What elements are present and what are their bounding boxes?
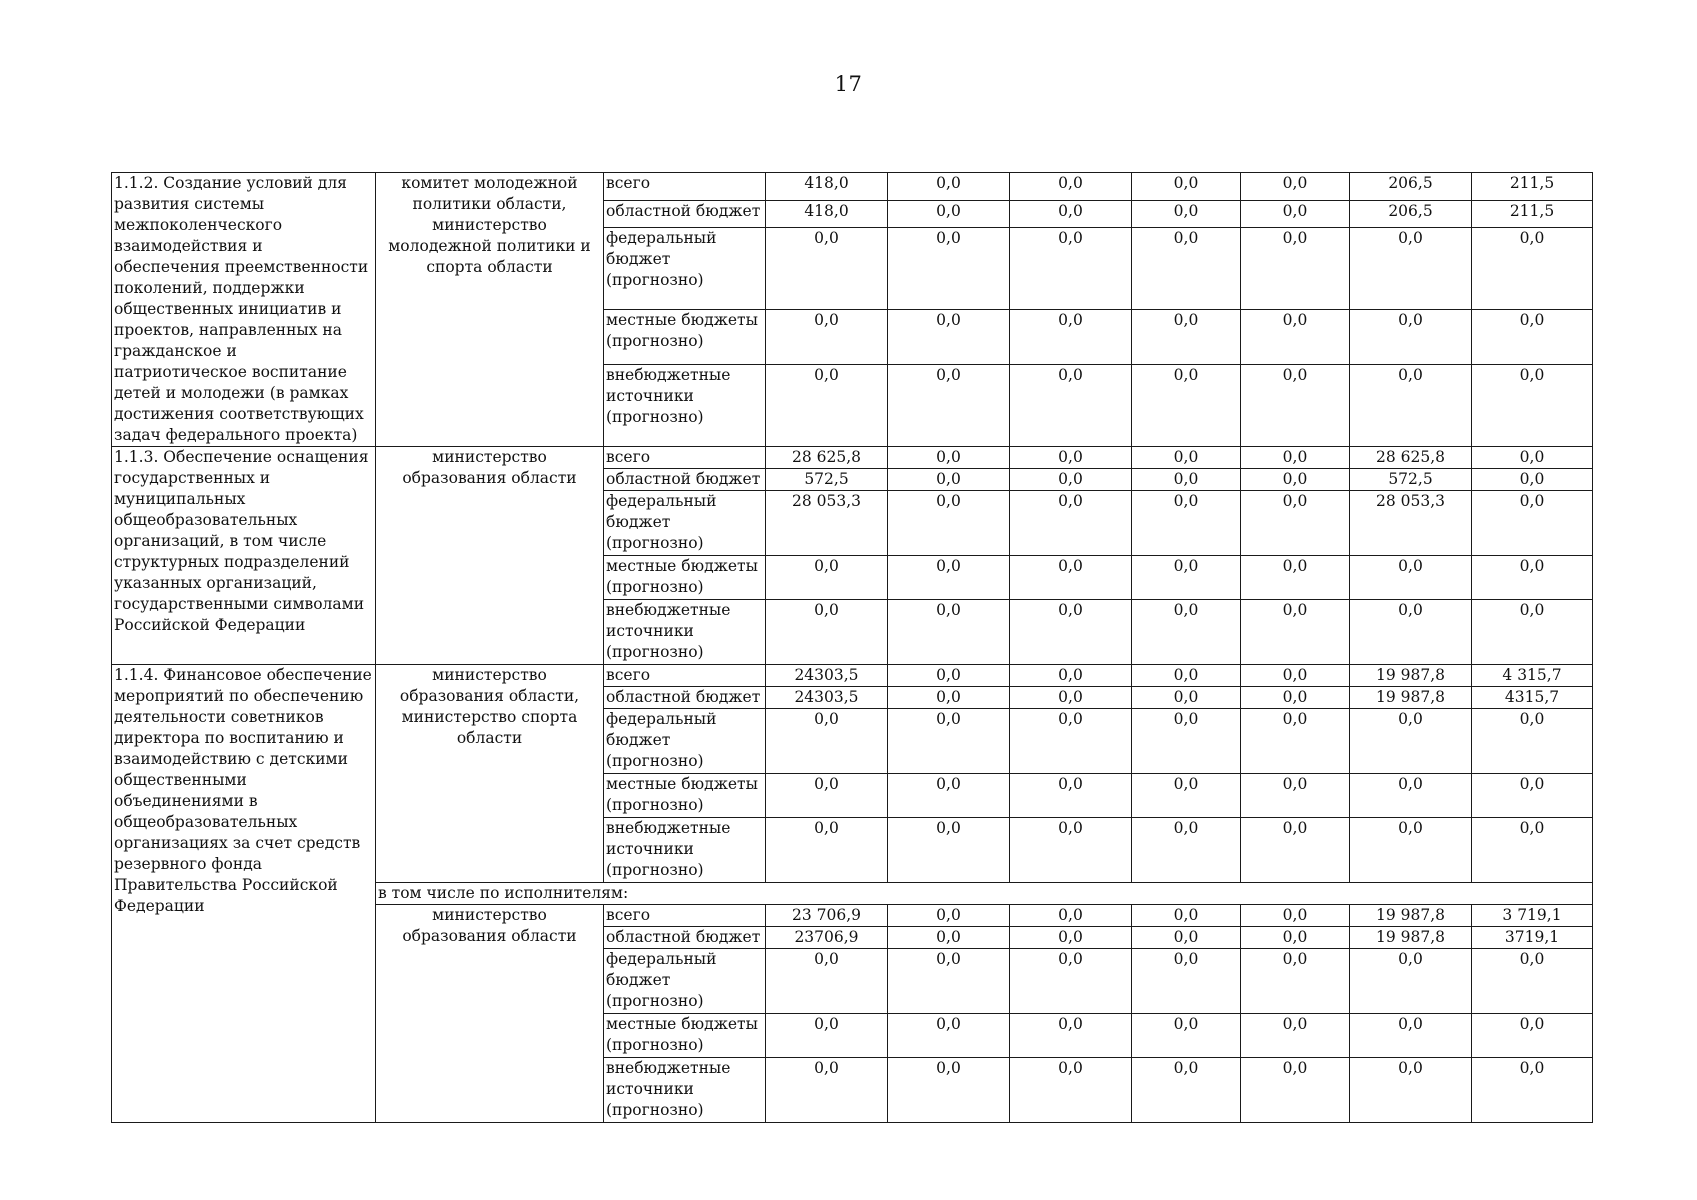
value-cell: 0,0 <box>1350 228 1472 310</box>
value-cell: 0,0 <box>1241 905 1350 927</box>
value-cell: 0,0 <box>1010 1014 1132 1058</box>
value-cell: 0,0 <box>1132 1058 1241 1123</box>
value-cell: 0,0 <box>888 469 1010 491</box>
value-cell: 0,0 <box>1472 600 1593 665</box>
value-cell: 0,0 <box>1132 927 1241 949</box>
sub-executor-cell: министерство образования области <box>376 905 604 1123</box>
value-cell: 0,0 <box>1350 309 1472 364</box>
value-cell: 0,0 <box>1010 309 1132 364</box>
value-cell: 0,0 <box>1241 447 1350 469</box>
budget-table <box>111 172 1593 1123</box>
value-cell: 0,0 <box>1010 665 1132 687</box>
value-cell: 24303,5 <box>766 665 888 687</box>
value-cell: 418,0 <box>766 173 888 201</box>
value-cell: 0,0 <box>1350 818 1472 883</box>
value-cell: 0,0 <box>1132 818 1241 883</box>
value-cell: 0,0 <box>888 228 1010 310</box>
value-cell: 0,0 <box>888 1058 1010 1123</box>
value-cell: 0,0 <box>1350 774 1472 818</box>
executor-cell: министерство образования области, министерство спорта области <box>376 665 604 883</box>
value-cell: 0,0 <box>1010 469 1132 491</box>
value-cell: 0,0 <box>1472 1014 1593 1058</box>
value-cell: 19 987,8 <box>1350 687 1472 709</box>
value-cell: 0,0 <box>888 491 1010 556</box>
value-cell: 0,0 <box>888 365 1010 447</box>
value-cell: 24303,5 <box>766 687 888 709</box>
value-cell: 0,0 <box>766 709 888 774</box>
funding-source-cell: федеральный бюджет (прогнозно) <box>604 709 766 774</box>
value-cell: 0,0 <box>1132 200 1241 228</box>
value-cell: 0,0 <box>1010 905 1132 927</box>
value-cell: 28 053,3 <box>766 491 888 556</box>
value-cell: 0,0 <box>1472 709 1593 774</box>
value-cell: 572,5 <box>766 469 888 491</box>
value-cell: 0,0 <box>888 927 1010 949</box>
value-cell: 0,0 <box>1472 774 1593 818</box>
value-cell: 0,0 <box>1010 365 1132 447</box>
executor-cell: министерство образования области <box>376 447 604 665</box>
value-cell: 0,0 <box>1010 200 1132 228</box>
value-cell: 0,0 <box>1241 665 1350 687</box>
page-number: 17 <box>834 72 863 96</box>
value-cell: 0,0 <box>888 687 1010 709</box>
value-cell: 0,0 <box>766 1058 888 1123</box>
funding-source-cell: всего <box>604 905 766 927</box>
value-cell: 0,0 <box>1241 469 1350 491</box>
funding-source-cell: внебюджетные источники (прогнозно) <box>604 600 766 665</box>
value-cell: 0,0 <box>1472 949 1593 1014</box>
value-cell: 0,0 <box>888 200 1010 228</box>
value-cell: 0,0 <box>1132 709 1241 774</box>
value-cell: 0,0 <box>1241 173 1350 201</box>
value-cell: 0,0 <box>1241 709 1350 774</box>
value-cell: 0,0 <box>888 949 1010 1014</box>
value-cell: 0,0 <box>766 365 888 447</box>
funding-source-cell: областной бюджет <box>604 927 766 949</box>
value-cell: 0,0 <box>1132 173 1241 201</box>
value-cell: 0,0 <box>1241 600 1350 665</box>
value-cell: 0,0 <box>888 905 1010 927</box>
value-cell: 0,0 <box>888 818 1010 883</box>
value-cell: 19 987,8 <box>1350 927 1472 949</box>
funding-source-cell: местные бюджеты (прогнозно) <box>604 556 766 600</box>
table-body <box>112 173 1593 1123</box>
value-cell: 0,0 <box>766 556 888 600</box>
value-cell: 0,0 <box>888 600 1010 665</box>
value-cell: 19 987,8 <box>1350 905 1472 927</box>
value-cell: 0,0 <box>1132 905 1241 927</box>
value-cell: 0,0 <box>888 709 1010 774</box>
value-cell: 0,0 <box>1241 818 1350 883</box>
value-cell: 28 625,8 <box>766 447 888 469</box>
funding-source-cell: федеральный бюджет (прогнозно) <box>604 228 766 310</box>
funding-source-cell: областной бюджет <box>604 469 766 491</box>
value-cell: 0,0 <box>1472 365 1593 447</box>
value-cell: 0,0 <box>1472 447 1593 469</box>
value-cell: 0,0 <box>1010 709 1132 774</box>
value-cell: 0,0 <box>1472 556 1593 600</box>
value-cell: 0,0 <box>766 1014 888 1058</box>
value-cell: 0,0 <box>1010 818 1132 883</box>
value-cell: 418,0 <box>766 200 888 228</box>
value-cell: 0,0 <box>1010 447 1132 469</box>
funding-source-cell: всего <box>604 447 766 469</box>
value-cell: 23706,9 <box>766 927 888 949</box>
value-cell: 0,0 <box>1132 665 1241 687</box>
value-cell: 206,5 <box>1350 200 1472 228</box>
value-cell: 0,0 <box>888 173 1010 201</box>
value-cell: 0,0 <box>1472 228 1593 310</box>
value-cell: 0,0 <box>1132 949 1241 1014</box>
value-cell: 0,0 <box>1132 556 1241 600</box>
value-cell: 0,0 <box>1010 600 1132 665</box>
value-cell: 0,0 <box>888 1014 1010 1058</box>
value-cell: 0,0 <box>1010 774 1132 818</box>
funding-source-cell: местные бюджеты (прогнозно) <box>604 774 766 818</box>
value-cell: 19 987,8 <box>1350 665 1472 687</box>
table-row <box>112 447 1593 469</box>
value-cell: 0,0 <box>1350 600 1472 665</box>
value-cell: 0,0 <box>888 447 1010 469</box>
value-cell: 0,0 <box>1350 1014 1472 1058</box>
value-cell: 0,0 <box>1010 927 1132 949</box>
funding-source-cell: местные бюджеты (прогнозно) <box>604 309 766 364</box>
funding-source-cell: внебюджетные источники (прогнозно) <box>604 365 766 447</box>
value-cell: 0,0 <box>1010 491 1132 556</box>
value-cell: 0,0 <box>1472 1058 1593 1123</box>
value-cell: 211,5 <box>1472 200 1593 228</box>
value-cell: 0,0 <box>766 774 888 818</box>
value-cell: 0,0 <box>766 600 888 665</box>
value-cell: 0,0 <box>1350 709 1472 774</box>
value-cell: 0,0 <box>1132 600 1241 665</box>
value-cell: 0,0 <box>1472 491 1593 556</box>
funding-source-cell: федеральный бюджет (прогнозно) <box>604 491 766 556</box>
funding-source-cell: внебюджетные источники (прогнозно) <box>604 818 766 883</box>
value-cell: 0,0 <box>888 774 1010 818</box>
funding-source-cell: федеральный бюджет (прогнозно) <box>604 949 766 1014</box>
value-cell: 0,0 <box>1472 818 1593 883</box>
value-cell: 0,0 <box>1241 556 1350 600</box>
measure-description-cell: 1.1.4. Финансовое обеспечение мероприятий по обеспечению деятельности советников директора по воспитанию и взаимодействию с детскими общественными объединениями в общеобразовательных организациях за счет средств резервного фонда Правительства Российской Федерации <box>112 665 376 1123</box>
value-cell: 0,0 <box>1350 365 1472 447</box>
value-cell: 0,0 <box>1132 228 1241 310</box>
value-cell: 0,0 <box>1010 228 1132 310</box>
value-cell: 0,0 <box>766 949 888 1014</box>
value-cell: 211,5 <box>1472 173 1593 201</box>
subheader-cell: в том числе по исполнителям: <box>376 883 1593 905</box>
value-cell: 0,0 <box>1241 949 1350 1014</box>
value-cell: 0,0 <box>1241 365 1350 447</box>
value-cell: 0,0 <box>1010 173 1132 201</box>
value-cell: 3719,1 <box>1472 927 1593 949</box>
value-cell: 0,0 <box>1241 687 1350 709</box>
value-cell: 0,0 <box>1350 949 1472 1014</box>
value-cell: 0,0 <box>1350 1058 1472 1123</box>
value-cell: 0,0 <box>888 665 1010 687</box>
value-cell: 0,0 <box>1350 556 1472 600</box>
executor-cell: комитет молодежной политики области, министерство молодежной политики и спорта области <box>376 173 604 447</box>
value-cell: 4 315,7 <box>1472 665 1593 687</box>
funding-source-cell: областной бюджет <box>604 687 766 709</box>
value-cell: 0,0 <box>1010 687 1132 709</box>
value-cell: 0,0 <box>1010 1058 1132 1123</box>
value-cell: 0,0 <box>1132 469 1241 491</box>
table-row <box>112 665 1593 687</box>
value-cell: 0,0 <box>1241 1014 1350 1058</box>
value-cell: 3 719,1 <box>1472 905 1593 927</box>
value-cell: 0,0 <box>766 309 888 364</box>
value-cell: 0,0 <box>1132 309 1241 364</box>
funding-source-cell: областной бюджет <box>604 200 766 228</box>
value-cell: 28 625,8 <box>1350 447 1472 469</box>
measure-description-cell: 1.1.3. Обеспечение оснащения государственных и муниципальных общеобразовательных организаций, в том числе структурных подразделений указанных организаций, государственными символами Российской Федерации <box>112 447 376 665</box>
value-cell: 0,0 <box>1241 774 1350 818</box>
value-cell: 0,0 <box>1132 491 1241 556</box>
table-row <box>112 173 1593 201</box>
value-cell: 0,0 <box>1132 687 1241 709</box>
value-cell: 0,0 <box>766 818 888 883</box>
value-cell: 4315,7 <box>1472 687 1593 709</box>
value-cell: 0,0 <box>1241 1058 1350 1123</box>
value-cell: 206,5 <box>1350 173 1472 201</box>
measure-description-cell: 1.1.2. Создание условий для развития системы межпоколенческого взаимодействия и обеспечения преемственности поколений, поддержки общественных инициатив и проектов, направленных на гражданское и патриотическое воспитание детей и молодежи (в рамках достижения соответствующих задач федерального проекта) <box>112 173 376 447</box>
value-cell: 0,0 <box>1241 228 1350 310</box>
value-cell: 0,0 <box>1132 447 1241 469</box>
value-cell: 0,0 <box>1132 774 1241 818</box>
value-cell: 0,0 <box>1132 365 1241 447</box>
value-cell: 0,0 <box>1472 309 1593 364</box>
value-cell: 0,0 <box>1010 949 1132 1014</box>
value-cell: 0,0 <box>1241 309 1350 364</box>
value-cell: 0,0 <box>1010 556 1132 600</box>
funding-source-cell: местные бюджеты (прогнозно) <box>604 1014 766 1058</box>
value-cell: 0,0 <box>766 228 888 310</box>
value-cell: 0,0 <box>888 556 1010 600</box>
value-cell: 23 706,9 <box>766 905 888 927</box>
funding-source-cell: внебюджетные источники (прогнозно) <box>604 1058 766 1123</box>
value-cell: 0,0 <box>888 309 1010 364</box>
value-cell: 0,0 <box>1241 491 1350 556</box>
value-cell: 28 053,3 <box>1350 491 1472 556</box>
funding-source-cell: всего <box>604 665 766 687</box>
value-cell: 0,0 <box>1241 200 1350 228</box>
value-cell: 0,0 <box>1472 469 1593 491</box>
value-cell: 0,0 <box>1241 927 1350 949</box>
value-cell: 572,5 <box>1350 469 1472 491</box>
value-cell: 0,0 <box>1132 1014 1241 1058</box>
funding-source-cell: всего <box>604 173 766 201</box>
